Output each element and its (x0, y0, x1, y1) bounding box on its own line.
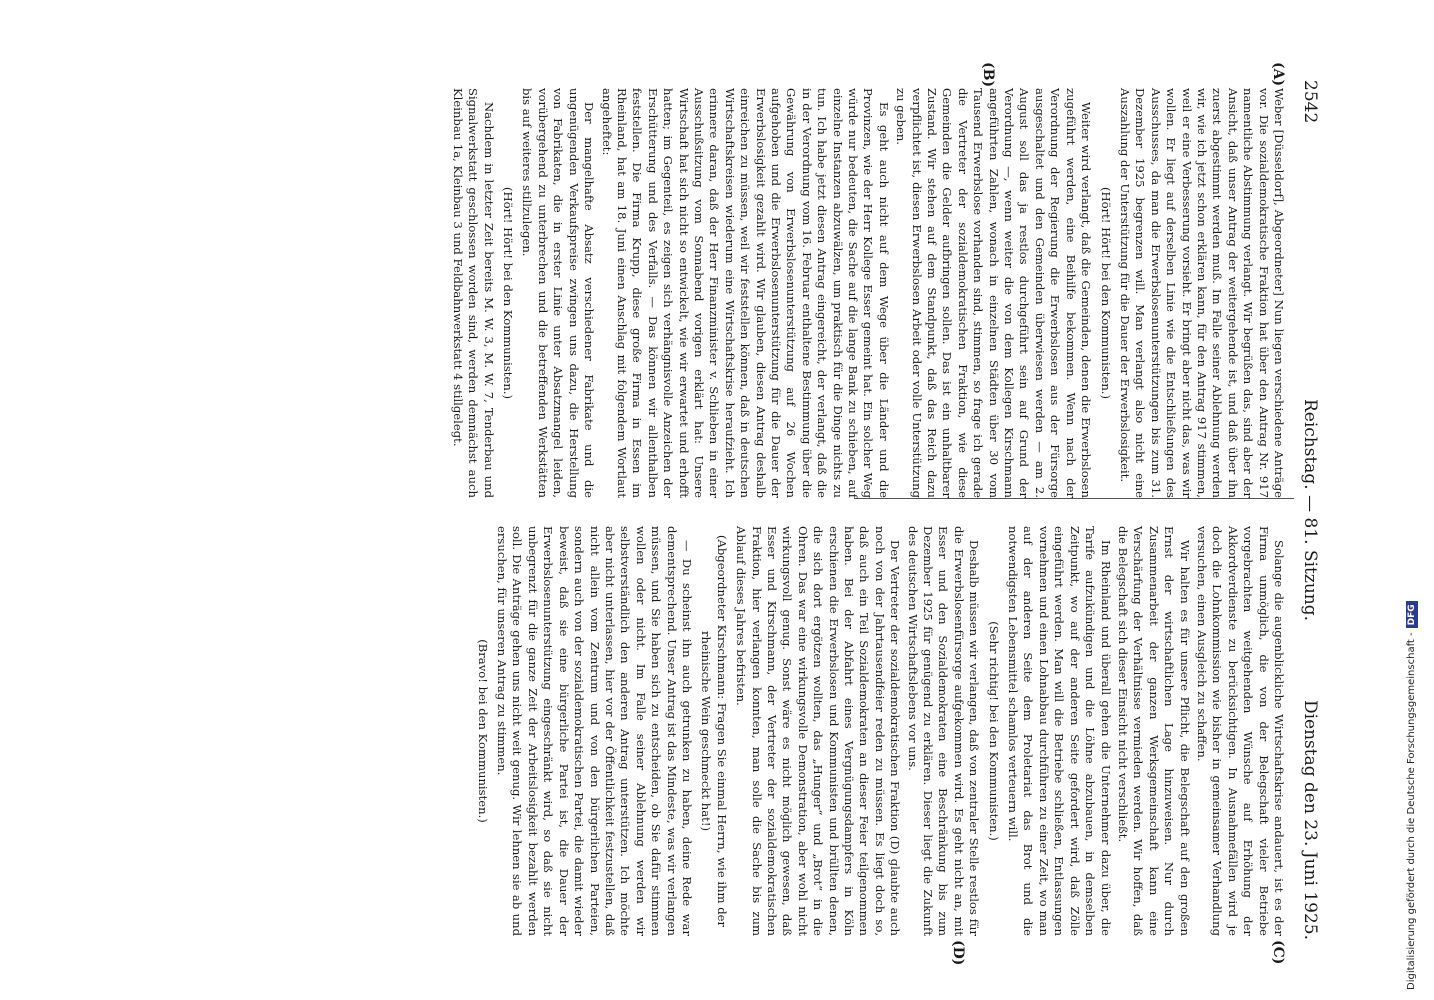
margin-mark-c: (C) (1270, 940, 1286, 965)
paragraph: Der Vertreter der sozialdemokratischen Fraktion (D) glaubte auch noch von der Jahrtausendfeier reden zu müssen. Es liegt doch so, daß auch ein Teil Sozialdemokraten an dieser Feier teilgenommen haben. Bei der Abfahrt eines Vergnügungsdampfers in Köln erschienen die Erwerbslosen und Kommunisten und brüllten denen, die sich dort ergötzen wollten, das „Hunger“ und „Brot“ in die Ohren. Das war eine wirkungsvolle Demonstration, aber wohl nicht wirkungsvoll genug. Sonst wäre es nicht möglich gewesen, daß Esser und Kirschmann, der Vertreter der sozialdemokratischen Fraktion, hier verlangen konnten, man solle die Sache bis zum Ablauf dieses Jahres befristen. (734, 526, 903, 936)
quotation: Nachdem in letzter Zeit bereits M. W. 3, M. W. 7, Tenderbau und Signalwerkstatt geschlossen worden sind, werden demnächst auch Kleinbau 1a, Kleinbau 3 und Feldbahnwerkstatt 4 stillgelegt. (450, 88, 496, 498)
margin-mark-a: (A) (1270, 62, 1286, 87)
margin-mark-b: (B) (980, 62, 996, 88)
footer-text-wrapper (1406, 601, 1418, 990)
interjection: (Hört! Hört! bei den Kommunisten.) (1098, 186, 1113, 399)
left-column (447, 88, 1286, 498)
margin-mark-d: (D) (950, 940, 966, 966)
interjection: (Hört! Hört! bei den Kommunisten.) (501, 186, 516, 399)
interjection: (Sehr richtig! bei den Kommunisten.) (986, 621, 1001, 841)
paragraph: Es geht auch nicht auf dem Wege über die Länder und die Provinzen, wie der Herr Kollege Esser gemeint hat. Ein solcher Weg würde nur bedeuten, die Sache auf die lange Bank zu schieben, auf einzelne Instanzen abzuwälzen, um praktisch für die Dinge nichts zu tun. Ich habe jetzt diesen Antrag eingereicht, der verlangt, daß die in der Verordnung vom 16. Februar enthaltene Bestimmung über die Gewährung von Erwerbslosenunterstützung auf 26 Wochen aufgehoben und die Erwerbslosenunterstützung für die Dauer der Erwerbslosigkeit gezahlt wird. Wir glauben, diesen Antrag deshalb einreichen zu müssen, weil wir feststellen können, daß in deutschen Wirtschaftskreisen wiederum eine Wirtschaftskrise heraufzieht. Ich erinnere daran, daß der Herr Finanzminister v. Schlieben in einer Ausschußsitzung vom Sonnabend vorigen erklärt hat: Unsere Wirtschaft hat sich nicht so entwickelt, wie wir erwartet und erhofft hatten; im Gegenteil, es zeigen sich verhängnisvolle Anzeichen der Erschütterung und des Verfalls. — Das können wir allenthalben feststellen. Die Firma Krupp, diese große Firma in Essen im Rheinland, hat am 18. Juni einen Anschlag mit folgendem Wortlaut angeheftet: (599, 88, 891, 498)
paragraph: Weber [Düsseldorf], Abgeordneter] Nun liegen verschiedene Anträge vor. Die sozialdemokratische Fraktion hat über den Antrag Nr. 917 namentliche Abstimmung verlangt. Wir begrüßen das, sind aber der Ansicht, daß unser Antrag der weitergehende ist, und daß über ihn zuerst abgestimmt werden muß. Im Falle seiner Ablehnung werden wir, wie ich jetzt schon erklären kann, für den Antrag 917 stimmen, weil er eine Verbesserung vorsieht. Er bringt aber nicht das, was wir wollen. Er liegt auf derselben Linie wie die Entschließungen des Ausschusses, da man die Erwerbslosenunterstützungen bis zum 31. Dezember 1925 begrenzen will. Man verlangt also nicht eine Auszahlung der Unterstützung für die Dauer der Erwerbslosigkeit. (1117, 88, 1286, 498)
page-date: Dienstag den 23. Juni 1925. (1300, 699, 1320, 940)
quotation: Solange die augenblickliche Wirtschaftskrise andauert, ist es der Firma unmöglich, die von der Belegschaft vieler Betriebe vorgebrachten weitgehenden Wünsche auf Erhöhung der Akkordverdienste zu berücksichtigen. In Ausnahmefällen wird je doch die Lohnkommission wie bisher in gemeinsamer Verhandlung versuchen, einen Ausgleich zu schaffen. (1194, 526, 1286, 936)
page-title: Reichstag. — 81. Sitzung. (1300, 398, 1320, 622)
paragraph: — Du scheinst ihn auch getrunken zu haben, deine Rede war dementsprechend. Unser Antrag ist das Mindeste, was wir verlangen müssen, und Sie haben sich zu entscheiden, ob Sie dafür stimmen wollen oder nicht. Im Falle seiner Ablehnung werden wir selbstverständlich den anderen Antrag unterstützen. Ich möchte aber nicht unterlassen, hier vor der Öffentlichkeit festzustellen, daß nicht allein vom Zentrum und von den bürgerlichen Parteien, sondern auch von der sozialdemokratischen Partei, die damit wieder beweist, daß sie eine bürgerliche Partei ist, die Dauer der Erwerbslosenunterstützung eingeschränkt wird, so daß sie nicht unbegrenzt für die ganze Zeit der Arbeitslosigkeit bezahlt werden soll. Die Anträge gehen uns nicht weit genug. Wir lehnen sie ab und ersuchen, für unseren Antrag zu stimmen. (495, 526, 694, 936)
quotation: Wir halten es für unsere Pflicht, die Belegschaft auf den großen Ernst der wirtschaftlichen Lage hinzuweisen. Nur durch Zusammenarbeit der ganzen Werksgemeinschaft kann eine Verschärfung der Verhältnisse vermieden werden. Wir hoffen, daß die Belegschaft sich dieser Einsicht nicht verschließt. (1115, 526, 1192, 936)
quotation: Der mangelhafte Absatz verschiedener Fabrikate und die ungenügenden Verkaufspreise zwingen uns dazu, die Herstellung von Fabrikaten, die in erster Linie unter Absatzmangel leiden, vorübergehend zu unterbrechen und die betreffenden Werkstätten bis auf weiteres stillzulegen. (520, 88, 597, 498)
footer-text: Digitalisierung gefördert durch die Deutsche Forschungsgemeinschaft - (1406, 632, 1417, 990)
interjection: (Abgeordneter Kirschmann: Fragen Sie einmal Herrn, wie ihm der rheinische Wein geschmeckt hat!) (699, 534, 729, 928)
page-number: 2542 (1300, 80, 1320, 124)
paragraph: Im Rheinland und überall gehen die Unternehmer dazu über, die Tarife aufzukündigen und die Löhne abzubauen, in demselben Zeitpunkt, wo auf der anderen Seite gefordert wird, daß Zölle eingeführt werden. Man will die Betriebe schließen, Entlassungen vornehmen und einen Lohnabbau durchführen zu einer Zeit, wo man auf der anderen Seite dem Proletariat das Brot und die notwendigsten Lebensmittel schamlos verteuern will. (1006, 526, 1113, 936)
paragraph: Weiter wird verlangt, daß die Gemeinden, denen die Erwerbslosen zugeführt werden, eine Beihilfe bekommen. Wenn nach der Verordnung der Regierung die Erwerbslosen aus der Fürsorge ausgeschaltet und den Gemeinden überwiesen werden — am 2. August soll das ja restlos durchgeführt sein auf Grund der Verordnung —, wenn weiter die von dem Kollegen Kirschmann angeführten Zahlen, wonach in einzelnen Städten über 30 vom Tausend Erwerbslose vorhanden sind, stimmen, so frage ich gerade die Vertreter der sozialdemokratischen Fraktion, wie diese Gemeinden die Gelder aufbringen sollen. Das ist ein unhaltbarer Zustand. Wir stehen auf dem Standpunkt, daß das Reich dazu verpflichtet ist, diesen Erwerbslosen Arbeit oder volle Unterstützung zu geben. (894, 88, 1094, 498)
interjection: (Bravo! bei den Kommunisten.) (475, 639, 490, 823)
dfg-logo: DFG (1406, 601, 1418, 628)
page-header (1298, 80, 1320, 940)
column-divider (854, 498, 1294, 499)
right-column (470, 526, 1286, 936)
paragraph: Deshalb müssen wir verlangen, daß von zentraler Stelle restlos für die Erwerbslosenfürsorge aufgekommen wird. Es geht nicht an, mit Esser und den Sozialdemokraten eine Beschränkung bis zum Dezember 1925 für genügend zu erklären. Dieser liegt die Zukunft des deutschen Wirtschaftslebens vor uns. (905, 526, 982, 936)
digitization-footer (1402, 0, 1434, 1000)
